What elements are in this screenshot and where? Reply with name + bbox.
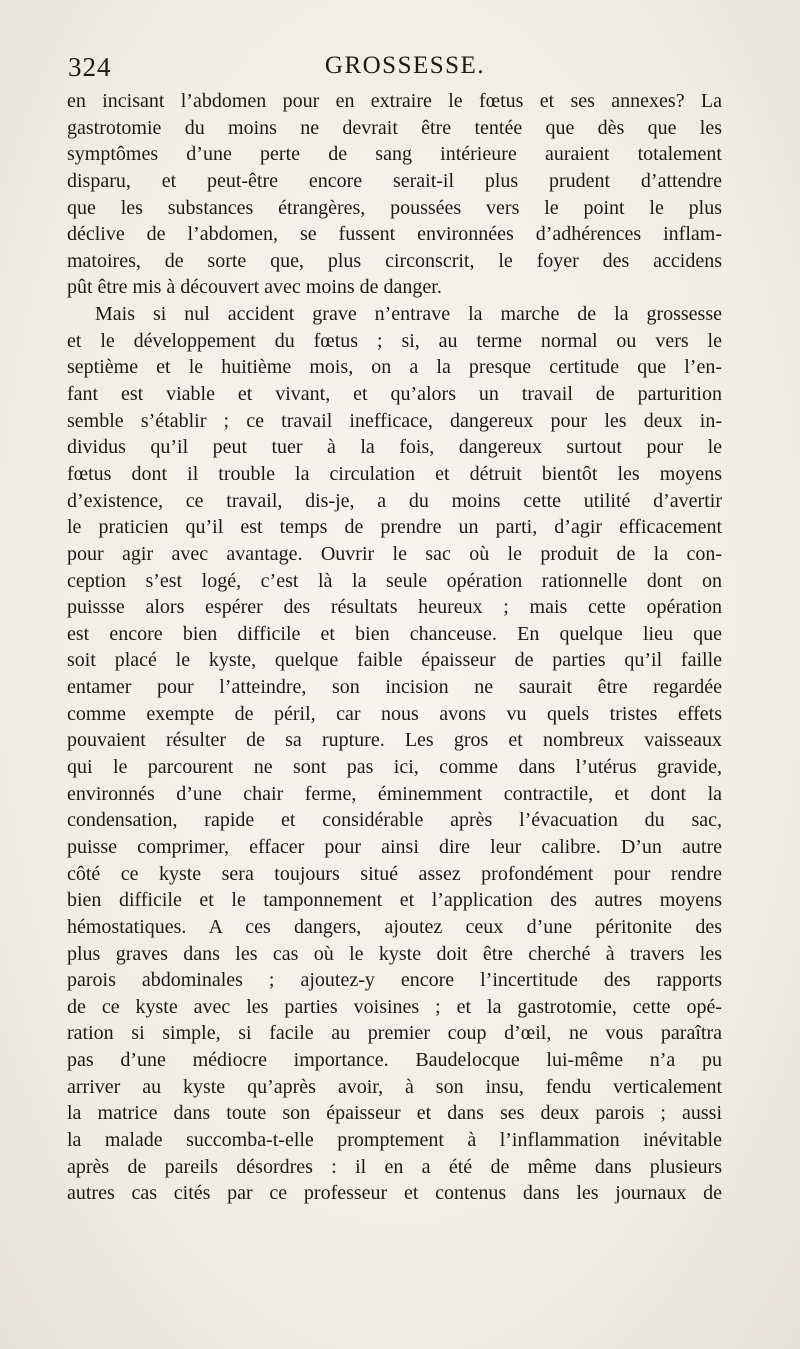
text-line: soit placé le kyste, quelque faible épaisseur de parties qu’il faille [67, 649, 722, 672]
body-text [67, 88, 722, 1207]
text-line: que les substances étrangères, poussées vers le point le plus [67, 196, 722, 219]
text-line: côté ce kyste sera toujours situé assez profondément pour rendre [67, 862, 722, 885]
text-line: en incisant l’abdomen pour en extraire le fœtus et ses annexes? La [67, 90, 722, 112]
text-line: arriver au kyste qu’après avoir, à son insu, fendu verticalement [67, 1075, 722, 1098]
text-line: fœtus dont il trouble la circulation et détruit bientôt les moyens [67, 462, 722, 485]
text-line: semble s’établir ; ce travail inefficace, dangereux pour les deux in- [67, 409, 722, 432]
text-line: pas d’une médiocre importance. Baudelocque lui-même n’a pu [67, 1049, 722, 1072]
text-line: parois abdominales ; ajoutez-y encore l’incertitude des rapports [67, 969, 722, 992]
paragraph-start-line: Mais si nul accident grave n’entrave la marche de la grossesse [95, 303, 722, 326]
text-line: bien difficile et le tamponnement et l’application des autres moyens [67, 889, 722, 912]
text-line: environnés d’une chair ferme, éminemment contractile, et dont la [67, 782, 722, 805]
text-line: dividus qu’il peut tuer à la fois, dangereux surtout pour le [67, 436, 722, 459]
text-line: et le développement du fœtus ; si, au terme normal ou vers le [67, 329, 722, 352]
text-line: pouvaient résulter de sa rupture. Les gros et nombreux vaisseaux [67, 729, 722, 752]
text-line: puisse comprimer, effacer pour ainsi dire leur calibre. D’un autre [67, 835, 722, 858]
text-line: la malade succomba-t-elle promptement à l’inflammation inévitable [67, 1128, 722, 1151]
text-line: hémostatiques. A ces dangers, ajoutez ceux d’une péritonite des [67, 915, 722, 938]
text-line: ception s’est logé, c’est là la seule opération rationnelle dont on [67, 569, 722, 592]
text-line: septième et le huitième mois, on a la presque certitude que l’en- [67, 356, 722, 379]
text-line: qui le parcourent ne sont pas ici, comme dans l’utérus gravide, [67, 756, 722, 779]
text-line: matoires, de sorte que, plus circonscrit, le foyer des accidens [67, 249, 722, 272]
text-line: symptômes d’une perte de sang intérieure auraient totalement [67, 143, 722, 166]
running-head: GROSSESSE. [324, 52, 486, 79]
text-line: comme exempte de péril, car nous avons vu quels tristes effets [67, 702, 722, 725]
text-line: disparu, et peut-être encore serait-il plus prudent d’attendre [67, 169, 722, 192]
page-header [68, 52, 722, 88]
text-line: entamer pour l’atteindre, son incision ne saurait être regardée [67, 676, 722, 699]
text-line: est encore bien difficile et bien chanceuse. En quelque lieu que [67, 622, 722, 645]
text-line: après de pareils désordres : il en a été de même dans plusieurs [67, 1155, 722, 1178]
text-line: condensation, rapide et considérable après l’évacuation du sac, [67, 809, 722, 832]
paragraph-end-line: pût être mis à découvert avec moins de danger. [67, 276, 442, 299]
text-line: plus graves dans les cas où le kyste doit être cherché à travers les [67, 942, 722, 965]
text-line: pour agir avec avantage. Ouvrir le sac où le produit de la con- [67, 542, 722, 565]
text-line: ration si simple, si facile au premier coup d’œil, ne vous paraîtra [67, 1022, 722, 1045]
text-line: puissse alors espérer des résultats heureux ; mais cette opération [67, 596, 722, 619]
text-line: gastrotomie du moins ne devrait être tentée que dès que les [67, 116, 722, 139]
text-line: de ce kyste avec les parties voisines ; et la gastrotomie, cette opé- [67, 995, 722, 1018]
text-line: autres cas cités par ce professeur et contenus dans les journaux de [67, 1182, 722, 1205]
text-line: d’existence, ce travail, dis-je, a du moins cette utilité d’avertir [67, 489, 722, 512]
text-line: fant est viable et vivant, et qu’alors un travail de parturition [67, 383, 722, 406]
text-line: la matrice dans toute son épaisseur et dans ses deux parois ; aussi [67, 1102, 722, 1125]
text-line: le praticien qu’il est temps de prendre un parti, d’agir efficacement [67, 516, 722, 539]
page-number: 324 [68, 52, 112, 82]
text-line: déclive de l’abdomen, se fussent environnées d’adhérences inflam- [67, 223, 722, 246]
